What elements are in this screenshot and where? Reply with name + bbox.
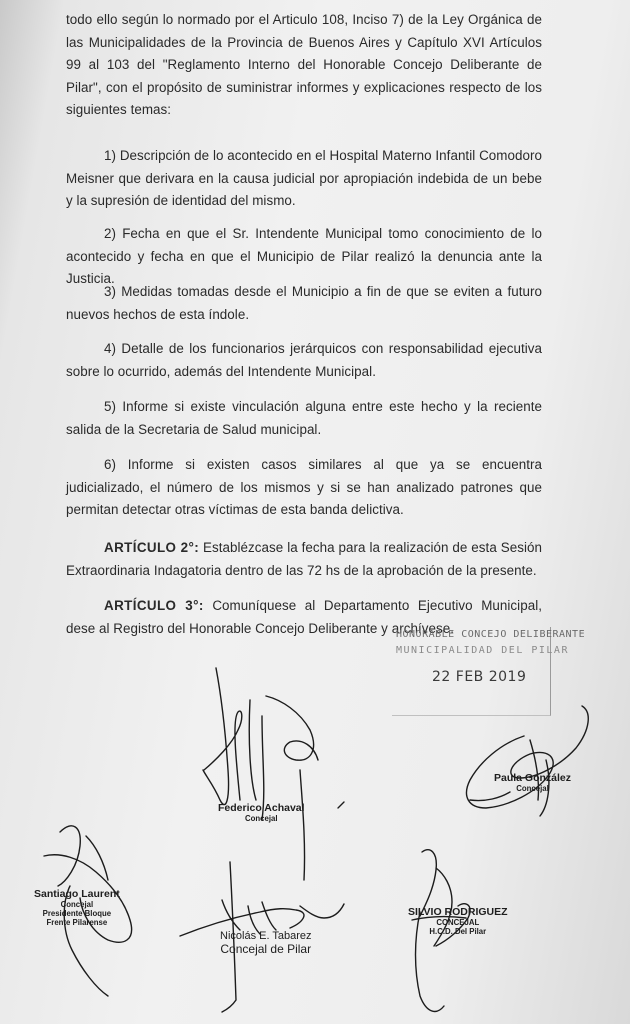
article-2-text: Establézcase la fecha para la realización de esta Sesión Extraordinaria Indagatoria dentro de las 72 hs de la aprobación de la presente. [66, 540, 542, 578]
article-3-text: Comuníquese al Departamento Ejecutivo Municipal, dese al Registro del Honorable Concejo Deliberante y archívese. [66, 598, 542, 636]
signature-gonzalez-role: Concejal [516, 784, 549, 793]
signature-block-achaval [218, 802, 305, 823]
signature-rodriguez-role-2: H.C.D. Del Pilar [429, 927, 487, 936]
item-4-text: 4) Detalle de los funcionarios jerárquicos con responsabilidad ejecutiva sobre lo ocurrido, además del Intendente Municipal. [66, 341, 542, 379]
signature-rodriguez-role-1: CONCEJAL [436, 918, 480, 927]
article-3-label: ARTÍCULO 3°: [104, 598, 204, 613]
stamp-date: 22 FEB 2019 [432, 669, 527, 685]
signature-achaval-name: Federico Achaval [218, 802, 305, 814]
intro-paragraph: todo ello según lo normado por el Articulo 108, Inciso 7) de la Ley Orgánica de las Municipalidades de la Provincia de Buenos Aires y Capítulo XVI Artículos 99 al 103 del "Reglamento Interno del Honorable Concejo Deliberante de Pilar", con el propósito de suministrar informes y explicaciones respecto de los siguientes temas: [66, 12, 542, 118]
signature-achaval-strokes [203, 668, 318, 880]
signature-laurent-role-2: Presidente Bloque [42, 909, 112, 918]
stamp-line-2: MUNICIPALIDAD DEL PILAR [396, 645, 569, 656]
signature-gonzalez-name: Paula González [494, 772, 572, 784]
signature-laurent-role-3: Frente Pilarense [46, 918, 108, 927]
item-6-text: 6) Informe si existen casos similares al que ya se encuentra judicializado, el número de los mismos y si se han analizado patrones que permitan detectar otras víctimas de esta banda delictiva. [66, 457, 542, 518]
item-5-text: 5) Informe si existe vinculación alguna entre este hecho y la reciente salida de la Secretaria de Salud municipal. [66, 399, 542, 437]
signature-block-tabarez [220, 930, 312, 956]
stamp-line-1: HONORABLE CONCEJO DELIBERANTE [396, 629, 586, 640]
signature-rodriguez-name: SILVIO RODRIGUEZ [408, 906, 508, 918]
signature-gonzalez-strokes [467, 706, 589, 816]
signature-block-gonzalez [494, 772, 571, 793]
signature-achaval-mark [338, 802, 344, 808]
item-1-text: 1) Descripción de lo acontecido en el Hospital Materno Infantil Comodoro Meisner que derivara en la causa judicial por apropiación indebida de un bebe y la supresión de identidad del mismo. [66, 148, 542, 209]
item-2-text: 2) Fecha en que el Sr. Intendente Municipal tomo conocimiento de lo acontecido y fecha en que el Municipio de Pilar realizó la denuncia ante la Justicia. [66, 226, 542, 287]
signature-block-rodriguez [408, 906, 508, 936]
signature-laurent-name: Santiago Laurent [34, 888, 120, 900]
signature-tabarez-role: Concejal de Pilar [220, 942, 312, 956]
signature-achaval-role: Concejal [245, 814, 278, 823]
item-3-text: 3) Medidas tomadas desde el Municipio a fin de que se eviten a futuro nuevos hechos de esta índole. [66, 284, 542, 322]
signature-tabarez-name: Nicolás E. Tabarez [220, 930, 312, 942]
article-2-label: ARTÍCULO 2°: [104, 540, 200, 555]
signature-laurent-role-1: Concejal [60, 900, 94, 909]
signature-block-laurent [34, 888, 120, 927]
